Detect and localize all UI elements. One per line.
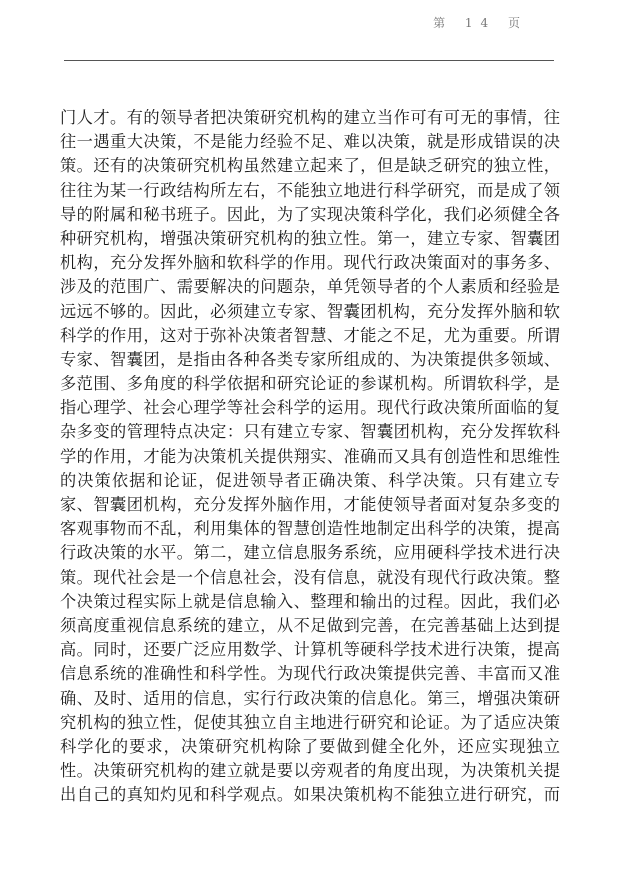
text-line: 个决策过程实际上就是信息输入、整理和输出的过程。因此，我们必	[60, 591, 560, 611]
text-line: 确、及时、适用的信息，实行行政决策的信息化。第三，增强决策研	[60, 688, 560, 708]
page-header	[64, 12, 554, 61]
text-line: 往往为某一行政结构所左右，不能独立地进行科学研究，而是成了领	[60, 180, 560, 200]
text-line: 的决策依据和论证，促进领导者正确决策、科学决策。只有建立专	[60, 470, 560, 490]
text-line: 远远不够的。因此，必须建立专家、智囊团机构，充分发挥外脑和软	[60, 301, 560, 321]
page-number: 第 14 页	[433, 16, 528, 30]
text-line: 性。决策研究机构的建立就是要以旁观者的角度出现，为决策机关提	[60, 761, 560, 781]
text-line: 客观事物而不乱，利用集体的智慧创造性地制定出科学的决策，提高	[60, 519, 560, 539]
text-line: 信息系统的准确性和科学性。为现代行政决策提供完善、丰富而又准	[60, 664, 560, 684]
text-line: 机构，充分发挥外脑和软科学的作用。现代行政决策面对的事务多、	[60, 253, 560, 273]
text-line: 杂多变的管理特点决定：只有建立专家、智囊团机构，充分发挥软科	[60, 422, 560, 442]
text-line: 学的作用，才能为决策机关提供翔实、准确而又具有创造性和思维性	[60, 446, 560, 466]
text-line: 策。还有的决策研究机构虽然建立起来了，但是缺乏研究的独立性，	[60, 156, 560, 176]
text-line: 家、智囊团机构，充分发挥外脑作用，才能使领导者面对复杂多变的	[60, 495, 560, 514]
text-line: 策。现代社会是一个信息社会，没有信息，就没有现代行政决策。整	[60, 567, 560, 587]
text-line: 往一遇重大决策，不是能力经验不足、难以决策，就是形成错误的决	[60, 132, 560, 152]
text-line: 须高度重视信息系统的建立，从不足做到完善，在完善基础上达到提	[60, 615, 560, 635]
text-line: 种研究机构，增强决策研究机构的独立性。第一，建立专家、智囊团	[60, 228, 560, 248]
text-line: 专家、智囊团，是指由各种各类专家所组成的、为决策提供多领域、	[60, 349, 560, 369]
text-line: 出自己的真知灼见和科学观点。如果决策机构不能独立进行研究，而	[60, 785, 560, 805]
text-line: 指心理学、社会心理学等社会科学的运用。现代行政决策所面临的复	[60, 398, 560, 418]
text-line: 究机构的独立性，促使其独立自主地进行研究和论证。为了适应决策	[60, 712, 560, 732]
text-line: 多范围、多角度的科学依据和研究论证的参谋机构。所谓软科学，是	[60, 374, 560, 394]
text-line: 行政决策的水平。第二，建立信息服务系统，应用硬科学技术进行决	[60, 543, 560, 563]
text-line: 涉及的范围广、需要解决的问题杂，单凭领导者的个人素质和经验是	[60, 277, 560, 297]
text-line: 高。同时，还要广泛应用数学、计算机等硬科学技术进行决策，提高	[60, 640, 560, 660]
text-line: 导的附属和秘书班子。因此，为了实现决策科学化，我们必须健全各	[60, 204, 560, 224]
text-line: 科学化的要求，决策研究机构除了要做到健全化外，还应实现独立	[60, 736, 560, 756]
text-line: 科学的作用，这对于弥补决策者智慧、才能之不足，尤为重要。所谓	[60, 325, 560, 345]
text-line: 门人才。有的领导者把决策研究机构的建立当作可有可无的事情，往	[60, 108, 560, 127]
body-text	[60, 106, 560, 807]
